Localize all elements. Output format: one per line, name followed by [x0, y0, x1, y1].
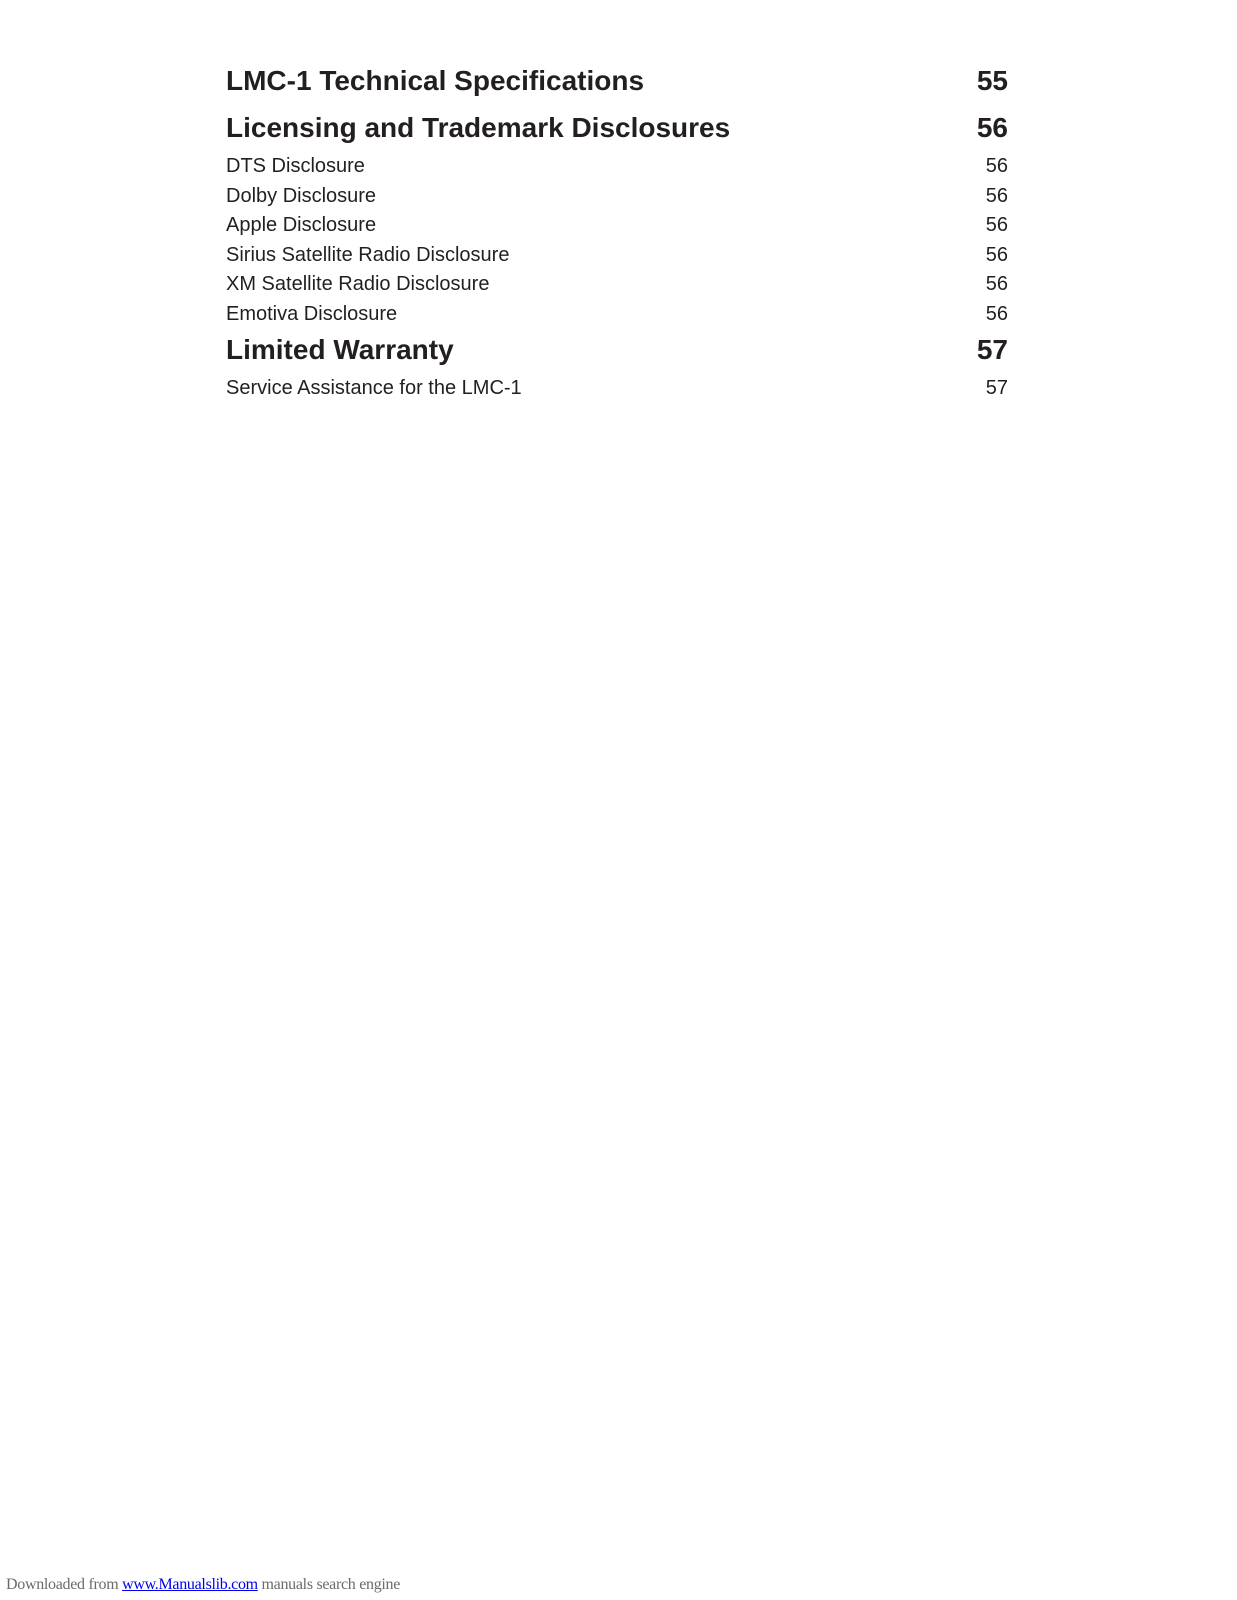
toc-entry-page: 57	[985, 376, 1008, 399]
toc-item-sirius-disclosure[interactable]	[226, 242, 1008, 272]
toc-entry-title: Licensing and Trademark Disclosures	[226, 112, 731, 143]
toc-entry-title: DTS Disclosure	[226, 155, 365, 177]
toc-heading-technical-specifications[interactable]	[226, 62, 1008, 109]
toc-entry-page: 56	[985, 214, 1008, 236]
toc-entry-page: 56	[985, 155, 1008, 177]
toc-entry-title: Sirius Satellite Radio Disclosure	[226, 243, 510, 266]
table-of-contents	[226, 62, 1008, 404]
toc-item-xm-disclosure[interactable]	[226, 271, 1008, 301]
toc-item-apple-disclosure[interactable]	[226, 212, 1008, 242]
toc-entry-page: 56	[976, 112, 1008, 143]
toc-heading-limited-warranty[interactable]	[226, 331, 1008, 375]
toc-entry-page: 57	[976, 333, 1008, 365]
toc-item-dolby-disclosure[interactable]	[226, 183, 1008, 213]
toc-entry-title: Apple Disclosure	[226, 214, 377, 236]
toc-entry-page: 56	[985, 273, 1008, 295]
toc-item-dts-disclosure[interactable]	[226, 153, 1008, 183]
toc-entry-title: LMC-1 Technical Specifications	[226, 65, 645, 96]
toc-heading-licensing-disclosures[interactable]	[226, 109, 1008, 153]
toc-entry-page: 56	[985, 243, 1008, 266]
toc-entry-page: 56	[985, 302, 1008, 325]
toc-entry-title: Service Assistance for the LMC-1	[226, 376, 522, 399]
manualslib-link[interactable]: www.Manualslib.com	[122, 1576, 258, 1593]
footer-prefix: Downloaded from	[6, 1576, 123, 1593]
download-footer	[6, 1576, 400, 1594]
toc-entry-title: XM Satellite Radio Disclosure	[226, 273, 490, 295]
toc-entry-page: 56	[985, 184, 1008, 207]
toc-entry-title: Dolby Disclosure	[226, 184, 377, 207]
toc-entry-page: 55	[976, 65, 1008, 96]
toc-item-service-assistance[interactable]	[226, 375, 1008, 405]
toc-entry-title: Emotiva Disclosure	[226, 302, 398, 325]
toc-entry-title: Limited Warranty	[226, 333, 454, 365]
footer-suffix: manuals search engine	[257, 1576, 401, 1593]
toc-item-emotiva-disclosure[interactable]	[226, 301, 1008, 331]
